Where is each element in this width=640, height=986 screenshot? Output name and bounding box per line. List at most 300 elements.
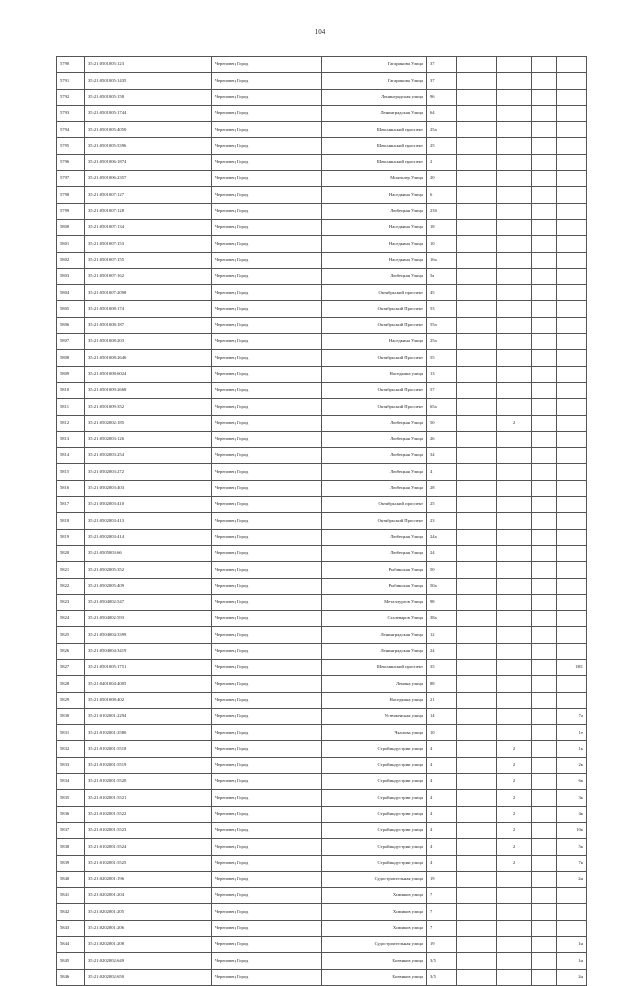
table-row: [57, 431, 587, 447]
table-row: [57, 790, 587, 806]
city-name: Череповец Город: [212, 219, 322, 235]
cadastral-number: 35:21:0202001:196: [85, 871, 212, 887]
premises-number: [557, 285, 587, 301]
building-cell: [457, 741, 497, 757]
premises-number: 7к: [557, 855, 587, 871]
cadastral-number: 35:21:0502003:126: [85, 431, 212, 447]
extra-cell: [532, 513, 557, 529]
city-name: Череповец Город: [212, 562, 322, 578]
table-row: [57, 545, 587, 561]
cadastral-number: 35:21:0501007:128: [85, 203, 212, 219]
extra-cell: [532, 871, 557, 887]
row-number: 5838: [57, 839, 85, 855]
city-name: Череповец Город: [212, 513, 322, 529]
row-number: 5800: [57, 219, 85, 235]
row-number: 5793: [57, 105, 85, 121]
cadastral-number: 35:21:0501008:174: [85, 301, 212, 317]
cadastral-number: 35:21:0202002:650: [85, 969, 212, 985]
building-number: [497, 692, 532, 708]
street-name: Чкалова улица: [322, 725, 427, 741]
premises-number: [557, 676, 587, 692]
city-name: Череповец Город: [212, 839, 322, 855]
building-number: 2: [497, 790, 532, 806]
row-number: 5817: [57, 497, 85, 513]
building-number: 2: [497, 757, 532, 773]
building-number: 2: [497, 822, 532, 838]
street-name: Октябрьский проспект: [322, 497, 427, 513]
extra-cell: [532, 643, 557, 659]
row-number: 5821: [57, 562, 85, 578]
cadastral-number: 35:21:0102001:5523: [85, 822, 212, 838]
street-name: Химиков улица: [322, 888, 427, 904]
building-number: 2: [497, 855, 532, 871]
building-cell: [457, 643, 497, 659]
premises-number: [557, 382, 587, 398]
city-name: Череповец Город: [212, 725, 322, 741]
row-number: 5827: [57, 659, 85, 675]
city-name: Череповец Город: [212, 57, 322, 73]
house-number: 45: [427, 285, 457, 301]
building-number: [497, 953, 532, 969]
row-number: 5815: [57, 464, 85, 480]
house-number: 7: [427, 888, 457, 904]
house-number: 4: [427, 464, 457, 480]
premises-number: [557, 888, 587, 904]
city-name: Череповец Город: [212, 790, 322, 806]
city-name: Череповец Город: [212, 236, 322, 252]
premises-number: [557, 513, 587, 529]
city-name: Череповец Город: [212, 317, 322, 333]
building-number: [497, 203, 532, 219]
house-number: 3/5: [427, 953, 457, 969]
house-number: 50а: [427, 578, 457, 594]
row-number: 5818: [57, 513, 85, 529]
extra-cell: [532, 562, 557, 578]
building-number: [497, 138, 532, 154]
table-row: [57, 366, 587, 382]
cadastral-number: 35:21:0502003:272: [85, 464, 212, 480]
building-cell: [457, 692, 497, 708]
house-number: 4: [427, 757, 457, 773]
table-row: [57, 774, 587, 790]
city-name: Череповец Город: [212, 268, 322, 284]
extra-cell: [532, 366, 557, 382]
table-row: [57, 839, 587, 855]
house-number: 26: [427, 431, 457, 447]
building-number: [497, 627, 532, 643]
extra-cell: [532, 822, 557, 838]
table-row: [57, 725, 587, 741]
street-name: Октябрьский Проспект: [322, 399, 427, 415]
city-name: Череповец Город: [212, 89, 322, 105]
street-name: Наседкина Улица: [322, 219, 427, 235]
row-number: 5835: [57, 790, 85, 806]
building-number: 2: [497, 839, 532, 855]
premises-number: [557, 578, 587, 594]
row-number: 5830: [57, 708, 85, 724]
table-row: [57, 448, 587, 464]
house-number: 4: [427, 741, 457, 757]
street-name: Любецкая Улица: [322, 545, 427, 561]
table-row: [57, 171, 587, 187]
house-number: 10: [427, 725, 457, 741]
house-number: 19: [427, 871, 457, 887]
extra-cell: [532, 187, 557, 203]
extra-cell: [532, 448, 557, 464]
extra-cell: [532, 806, 557, 822]
premises-number: [557, 497, 587, 513]
table-row: [57, 643, 587, 659]
table-row: [57, 154, 587, 170]
building-number: [497, 708, 532, 724]
house-number: 25а: [427, 122, 457, 138]
house-number: 23б: [427, 203, 457, 219]
table-row: [57, 203, 587, 219]
extra-cell: [532, 415, 557, 431]
city-name: Череповец Город: [212, 529, 322, 545]
registry-table: [56, 56, 587, 986]
building-cell: [457, 317, 497, 333]
city-name: Череповец Город: [212, 285, 322, 301]
street-name: Ленинградская Улица: [322, 643, 427, 659]
building-cell: [457, 513, 497, 529]
extra-cell: [532, 399, 557, 415]
table-row: [57, 497, 587, 513]
street-name: Наседкина улица: [322, 692, 427, 708]
extra-cell: [532, 268, 557, 284]
row-number: 5792: [57, 89, 85, 105]
cadastral-number: 35:21:0202001:208: [85, 937, 212, 953]
premises-number: 5к: [557, 839, 587, 855]
extra-cell: [532, 790, 557, 806]
street-name: Монтклер Улица: [322, 171, 427, 187]
table-row: [57, 937, 587, 953]
street-name: Наседкина Улица: [322, 187, 427, 203]
cadastral-number: 35:21:0501007:155: [85, 252, 212, 268]
building-cell: [457, 497, 497, 513]
building-cell: [457, 350, 497, 366]
building-cell: [457, 659, 497, 675]
cadastral-number: 35:21:0501007:134: [85, 219, 212, 235]
city-name: Череповец Город: [212, 806, 322, 822]
building-cell: [457, 676, 497, 692]
street-name: Шекснинский проспект: [322, 154, 427, 170]
extra-cell: [532, 480, 557, 496]
row-number: 5820: [57, 545, 85, 561]
building-number: [497, 676, 532, 692]
cadastral-number: 35:21:0502003:413: [85, 513, 212, 529]
extra-cell: [532, 350, 557, 366]
extra-cell: [532, 57, 557, 73]
table-row: [57, 122, 587, 138]
table-row: [57, 105, 587, 121]
premises-number: [557, 268, 587, 284]
extra-cell: [532, 171, 557, 187]
building-cell: [457, 708, 497, 724]
city-name: Череповец Город: [212, 904, 322, 920]
street-name: Стройиндустрии улица: [322, 757, 427, 773]
table-body: [57, 57, 587, 986]
table-row: [57, 627, 587, 643]
house-number: 4: [427, 806, 457, 822]
premises-number: [557, 122, 587, 138]
house-number: 4: [427, 855, 457, 871]
premises-number: 2н: [557, 969, 587, 985]
building-cell: [457, 871, 497, 887]
row-number: 5816: [57, 480, 85, 496]
cadastral-number: 35:21:0504004:3419: [85, 643, 212, 659]
premises-number: [557, 692, 587, 708]
building-number: [497, 350, 532, 366]
street-name: Любецкая Улица: [322, 464, 427, 480]
street-name: Рыбинская Улица: [322, 578, 427, 594]
table-row: [57, 888, 587, 904]
row-number: 5839: [57, 855, 85, 871]
row-number: 5791: [57, 73, 85, 89]
table-row: [57, 301, 587, 317]
street-name: Любецкая Улица: [322, 480, 427, 496]
table-row: [57, 676, 587, 692]
cadastral-number: 35:21:0501006:2357: [85, 171, 212, 187]
building-number: [497, 594, 532, 610]
building-cell: [457, 855, 497, 871]
extra-cell: [532, 105, 557, 121]
house-number: 5а: [427, 268, 457, 284]
cadastral-number: 35:21:0504004:3399: [85, 627, 212, 643]
street-name: Устюженская улица: [322, 708, 427, 724]
house-number: 20: [427, 171, 457, 187]
premises-number: [557, 203, 587, 219]
building-number: [497, 236, 532, 252]
extra-cell: [532, 301, 557, 317]
table-row: [57, 920, 587, 936]
building-number: [497, 659, 532, 675]
extra-cell: [532, 236, 557, 252]
city-name: Череповец Город: [212, 105, 322, 121]
extra-cell: [532, 497, 557, 513]
table-row: [57, 399, 587, 415]
house-number: 28: [427, 480, 457, 496]
cadastral-number: 35:21:0504002:547: [85, 594, 212, 610]
extra-cell: [532, 692, 557, 708]
street-name: Наседкина Улица: [322, 334, 427, 350]
street-name: Любецкая Улица: [322, 448, 427, 464]
row-number: 5828: [57, 676, 85, 692]
table-row: [57, 415, 587, 431]
street-name: Гагаринова Улица: [322, 73, 427, 89]
building-cell: [457, 415, 497, 431]
city-name: Череповец Город: [212, 953, 322, 969]
city-name: Череповец Город: [212, 448, 322, 464]
cadastral-number: 35:21:0502003:414: [85, 529, 212, 545]
city-name: Череповец Город: [212, 969, 322, 985]
premises-number: [557, 252, 587, 268]
building-cell: [457, 806, 497, 822]
building-number: [497, 529, 532, 545]
building-cell: [457, 790, 497, 806]
table-row: [57, 871, 587, 887]
cadastral-number: 35:21:0501005:1435: [85, 73, 212, 89]
city-name: Череповец Город: [212, 154, 322, 170]
table-row: [57, 138, 587, 154]
extra-cell: [532, 676, 557, 692]
building-number: [497, 871, 532, 887]
building-cell: [457, 904, 497, 920]
city-name: Череповец Город: [212, 334, 322, 350]
premises-number: [557, 545, 587, 561]
house-number: 53: [427, 301, 457, 317]
building-cell: [457, 953, 497, 969]
row-number: 5844: [57, 937, 85, 953]
cadastral-number: 35:21:0102001:5518: [85, 741, 212, 757]
table-row: [57, 806, 587, 822]
premises-number: 1н: [557, 937, 587, 953]
house-number: 55: [427, 350, 457, 366]
house-number: 98: [427, 594, 457, 610]
premises-number: [557, 317, 587, 333]
house-number: 12: [427, 627, 457, 643]
cadastral-number: 35:21:0504002:593: [85, 611, 212, 627]
building-cell: [457, 334, 497, 350]
city-name: Череповец Город: [212, 497, 322, 513]
house-number: 24а: [427, 529, 457, 545]
building-number: [497, 904, 532, 920]
cadastral-number: 35:21:0202001:205: [85, 904, 212, 920]
building-number: [497, 464, 532, 480]
house-number: 35: [427, 659, 457, 675]
street-name: Любецкая Улица: [322, 268, 427, 284]
table-row: [57, 904, 587, 920]
premises-number: 1е: [557, 725, 587, 741]
row-number: 5826: [57, 643, 85, 659]
row-number: 5810: [57, 382, 85, 398]
cadastral-number: 35:21:0501007:127: [85, 187, 212, 203]
table-row: [57, 187, 587, 203]
city-name: Череповец Город: [212, 138, 322, 154]
cadastral-number: 35:21:0102001:2294: [85, 708, 212, 724]
building-cell: [457, 839, 497, 855]
street-name: Гагаринова Улица: [322, 57, 427, 73]
cadastral-number: 35:21:0401004:4005: [85, 676, 212, 692]
cadastral-number: 35:21:0502005:352: [85, 562, 212, 578]
house-number: 10: [427, 236, 457, 252]
cadastral-number: 35:21:0501008:203: [85, 334, 212, 350]
premises-number: [557, 594, 587, 610]
building-cell: [457, 154, 497, 170]
building-number: 2: [497, 774, 532, 790]
street-name: Любецкая Улица: [322, 529, 427, 545]
building-number: [497, 545, 532, 561]
city-name: Череповец Город: [212, 399, 322, 415]
house-number: 3/5: [427, 969, 457, 985]
cadastral-number: 35:21:0202001:204: [85, 888, 212, 904]
cadastral-number: 35:21:0501009:2668: [85, 382, 212, 398]
cadastral-number: 35:21:0202001:206: [85, 920, 212, 936]
house-number: 25: [427, 497, 457, 513]
cadastral-number: 35:21:0502005:409: [85, 578, 212, 594]
house-number: 25а: [427, 334, 457, 350]
cadastral-number: 35:21:0501008:402: [85, 692, 212, 708]
building-cell: [457, 969, 497, 985]
row-number: 5804: [57, 285, 85, 301]
premises-number: 4к: [557, 806, 587, 822]
premises-number: [557, 399, 587, 415]
extra-cell: [532, 73, 557, 89]
city-name: Череповец Город: [212, 871, 322, 887]
row-number: 5794: [57, 122, 85, 138]
house-number: 37: [427, 57, 457, 73]
row-number: 5807: [57, 334, 85, 350]
building-number: [497, 317, 532, 333]
row-number: 5832: [57, 741, 85, 757]
city-name: Череповец Город: [212, 464, 322, 480]
building-cell: [457, 171, 497, 187]
building-cell: [457, 529, 497, 545]
extra-cell: [532, 659, 557, 675]
street-name: Любецкая Улица: [322, 203, 427, 219]
row-number: 5798: [57, 187, 85, 203]
extra-cell: [532, 725, 557, 741]
cadastral-number: 35:21:0501005:158: [85, 89, 212, 105]
row-number: 5808: [57, 350, 85, 366]
row-number: 5813: [57, 431, 85, 447]
extra-cell: [532, 464, 557, 480]
table-row: [57, 659, 587, 675]
street-name: Шекснинский проспект: [322, 138, 427, 154]
building-cell: [457, 105, 497, 121]
extra-cell: [532, 154, 557, 170]
premises-number: [557, 904, 587, 920]
street-name: Ленинградская улица: [322, 89, 427, 105]
building-number: [497, 431, 532, 447]
house-number: 2: [427, 154, 457, 170]
building-number: [497, 937, 532, 953]
house-number: 23: [427, 513, 457, 529]
cadastral-number: 35:21:0501005:123: [85, 57, 212, 73]
row-number: 5812: [57, 415, 85, 431]
table-row: [57, 611, 587, 627]
city-name: Череповец Город: [212, 676, 322, 692]
street-name: Стройиндустрии улица: [322, 855, 427, 871]
extra-cell: [532, 431, 557, 447]
extra-cell: [532, 252, 557, 268]
cadastral-number: 35:21:0502002:185: [85, 415, 212, 431]
building-cell: [457, 122, 497, 138]
table-row: [57, 594, 587, 610]
premises-number: [557, 73, 587, 89]
street-name: Боевиков улица: [322, 969, 427, 985]
row-number: 5806: [57, 317, 85, 333]
street-name: Октябрьский Проспект: [322, 513, 427, 529]
street-name: Ленинградская Улица: [322, 627, 427, 643]
street-name: Стройиндустрии улица: [322, 839, 427, 855]
street-name: Любецкая Улица: [322, 415, 427, 431]
table-row: [57, 562, 587, 578]
building-cell: [457, 480, 497, 496]
cadastral-number: 35:21:0102001:5519: [85, 757, 212, 773]
building-cell: [457, 611, 497, 627]
house-number: 50: [427, 415, 457, 431]
building-number: [497, 888, 532, 904]
extra-cell: [532, 285, 557, 301]
house-number: 50: [427, 562, 457, 578]
cadastral-number: 35:21:0501009:352: [85, 399, 212, 415]
street-name: Стройиндустрии улица: [322, 790, 427, 806]
extra-cell: [532, 855, 557, 871]
premises-number: 1Н1: [557, 659, 587, 675]
cadastral-number: 35:21:0505003:66: [85, 545, 212, 561]
premises-number: 2н: [557, 871, 587, 887]
